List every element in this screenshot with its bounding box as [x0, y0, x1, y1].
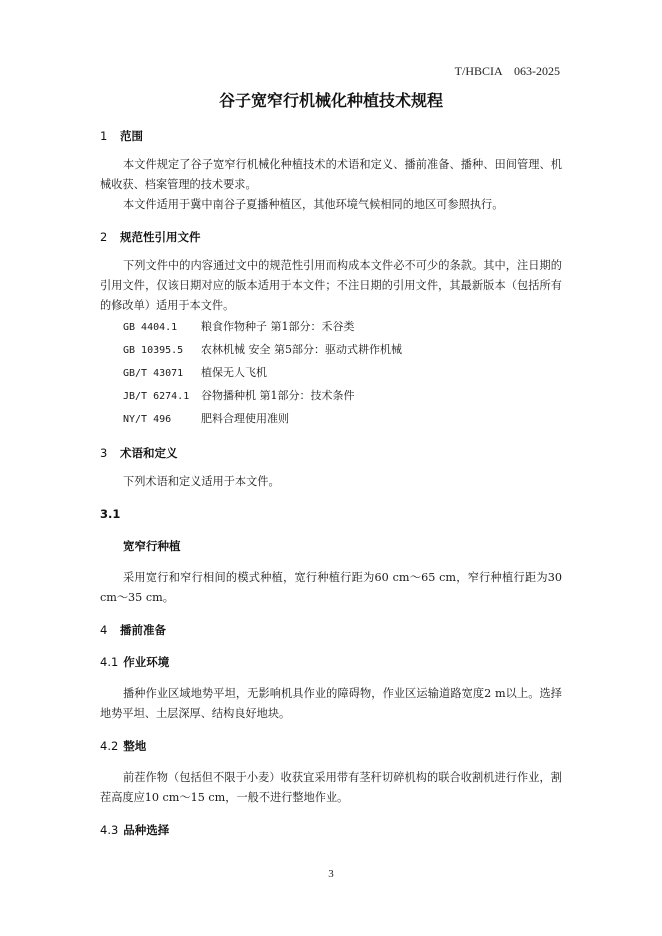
section-title: 播前准备 — [120, 623, 166, 637]
reference-code: GB 4404.1 — [123, 322, 178, 333]
section-number: 1 — [100, 129, 108, 143]
paragraph: 前茬作物（包括但不限于小麦）收获宜采用带有茎秆切碎机构的联合收割机进行作业，割茬高度应10 cm～15 cm，一般不进行整地作业。 — [100, 771, 562, 804]
section-number: 3 — [100, 446, 108, 460]
section-title: 术语和定义 — [120, 446, 178, 460]
subsection-4-3-heading — [100, 820, 562, 840]
section-1-heading — [100, 126, 562, 146]
paragraph: 下列文件中的内容通过文中的规范性引用而构成本文件必不可少的条款。其中，注日期的引用文件，仅该日期对应的版本适用于本文件；不注日期的引用文件，其最新版本（包括所有的修改单）适用于本文件。 — [100, 259, 562, 312]
section-title: 规范性引用文件 — [120, 230, 201, 244]
paragraph: 下列术语和定义适用于本文件。 — [123, 475, 280, 488]
reference-item — [100, 362, 562, 385]
section-4-heading — [100, 620, 562, 640]
subsection-number: 4.2 — [100, 739, 119, 753]
reference-item — [100, 408, 562, 431]
section-title: 范围 — [120, 129, 143, 143]
subsection-number: 4.3 — [100, 823, 119, 837]
reference-title: 粮食作物种子 第1部分：禾谷类 — [201, 320, 355, 333]
term-definition: 采用宽行和窄行相间的模式种植，宽行种植行距为60 cm～65 cm，窄行种植行距为30 cm～35 cm。 — [100, 571, 562, 604]
reference-title: 谷物播种机 第1部分：技术条件 — [201, 389, 355, 402]
reference-code: GB/T 43071 — [123, 368, 184, 379]
reference-item — [100, 339, 562, 362]
paragraph: 本文件规定了谷子宽窄行机械化种植技术的术语和定义、播前准备、播种、田间管理、机械收获、档案管理的技术要求。 — [100, 158, 562, 191]
document-title: 谷子宽窄行机械化种植技术规程 — [218, 91, 443, 110]
subsection-title: 作业环境 — [123, 655, 170, 669]
document-body — [100, 126, 562, 840]
reference-code: JB/T 6274.1 — [123, 391, 190, 402]
paragraph: 本文件适用于冀中南谷子夏播种植区，其他环境气候相同的地区可参照执行。 — [123, 198, 504, 211]
section-3-heading — [100, 443, 562, 463]
reference-item — [100, 385, 562, 408]
page-number: 3 — [328, 868, 334, 880]
term-title: 宽窄行种植 — [123, 539, 181, 553]
reference-code: GB 10395.5 — [123, 345, 184, 356]
section-2-heading — [100, 227, 562, 247]
reference-code: NY/T 496 — [123, 414, 172, 425]
term-number: 3.1 — [100, 507, 121, 521]
subsection-4-1-heading — [100, 652, 562, 672]
subsection-title: 品种选择 — [123, 823, 170, 837]
reference-title: 农林机械 安全 第5部分：驱动式耕作机械 — [201, 343, 402, 356]
subsection-4-2-heading — [100, 736, 562, 756]
reference-title: 植保无人飞机 — [201, 366, 267, 379]
section-number: 4 — [100, 623, 108, 637]
section-number: 2 — [100, 230, 108, 244]
paragraph: 播种作业区域地势平坦，无影响机具作业的障碍物，作业区运输道路宽度2 m以上。选择地势平坦、土层深厚、结构良好地块。 — [100, 687, 562, 720]
reference-list — [100, 316, 562, 431]
standard-code: T/HBCIA 063-2025 — [454, 64, 560, 78]
reference-title: 肥料合理使用准则 — [201, 412, 289, 425]
subsection-number: 4.1 — [100, 655, 119, 669]
reference-item — [100, 316, 562, 339]
subsection-title: 整地 — [123, 739, 147, 753]
